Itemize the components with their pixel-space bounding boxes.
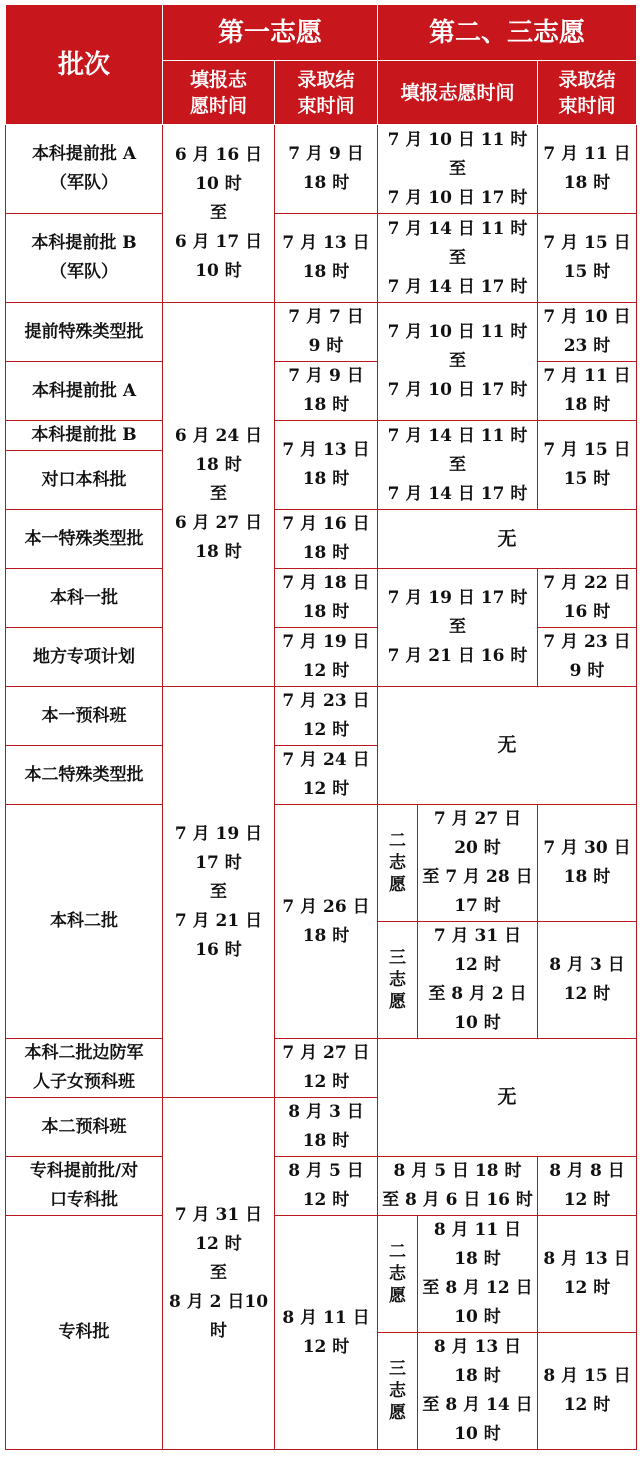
batch-cell: 本科一批 — [6, 569, 163, 628]
end-time-cell: 7 月 7 日 9 时 — [275, 303, 378, 362]
table-row — [6, 1157, 637, 1216]
end-time-cell: 7 月 27 日 12 时 — [275, 1039, 378, 1098]
fill-time-2-cell: 7 月 14 日 11 时 至 7 月 14 日 17 时 — [378, 214, 538, 303]
batch-cell: 本科二批边防军 人子女预科班 — [6, 1039, 163, 1098]
end-time-cell: 7 月 16 日 18 时 — [275, 510, 378, 569]
second-end-time-cell: 7 月 30 日 18 时 — [538, 805, 637, 922]
second-fill-time-cell: 8 月 11 日 18 时 至 8 月 12 日 10 时 — [418, 1216, 538, 1333]
table-row — [6, 805, 637, 922]
third-end-time-cell: 8 月 15 日 12 时 — [538, 1333, 637, 1450]
end-time-cell: 8 月 5 日 12 时 — [275, 1157, 378, 1216]
batch-cell: 专科提前批/对 口专科批 — [6, 1157, 163, 1216]
table-row — [6, 362, 637, 421]
table-row — [6, 1039, 637, 1098]
table-row — [6, 214, 637, 303]
end-time-2-cell: 7 月 11 日 18 时 — [538, 362, 637, 421]
header-fill-time-2: 填报志愿时间 — [378, 61, 538, 125]
end-time-cell: 7 月 18 日 18 时 — [275, 569, 378, 628]
table-row — [6, 569, 637, 628]
end-time-2-cell: 7 月 23 日 9 时 — [538, 628, 637, 687]
second-end-time-cell: 8 月 13 日 12 时 — [538, 1216, 637, 1333]
fill-time-2-cell: 7 月 19 日 17 时 至 7 月 21 日 16 时 — [378, 569, 538, 687]
admission-schedule-table — [5, 4, 637, 1450]
batch-cell: 专科批 — [6, 1216, 163, 1450]
table-row — [6, 687, 637, 746]
table-row — [6, 303, 637, 362]
second-choice-label: 二 志 愿 — [378, 1216, 418, 1333]
batch-cell: 本科提前批 B （军队） — [6, 214, 163, 303]
end-time-2-cell: 7 月 15 日 15 时 — [538, 421, 637, 510]
end-time-cell: 7 月 19 日 12 时 — [275, 628, 378, 687]
end-time-cell: 8 月 11 日 12 时 — [275, 1216, 378, 1450]
batch-cell: 提前特殊类型批 — [6, 303, 163, 362]
end-time-2-cell: 7 月 15 日 15 时 — [538, 214, 637, 303]
end-time-cell: 8 月 3 日 18 时 — [275, 1098, 378, 1157]
none-cell: 无 — [378, 687, 637, 805]
batch-cell: 本一预科班 — [6, 687, 163, 746]
header-batch: 批次 — [6, 5, 163, 125]
fill-time-cell: 6 月 24 日 18 时 至 6 月 27 日 18 时 — [163, 303, 275, 687]
header-end-time-1: 录取结 束时间 — [275, 61, 378, 125]
header-fill-time-1: 填报志 愿时间 — [163, 61, 275, 125]
header-end-time-2: 录取结 束时间 — [538, 61, 637, 125]
table-row — [6, 1216, 637, 1333]
fill-time-cell: 7 月 31 日 12 时 至 8 月 2 日10 时 — [163, 1098, 275, 1450]
second-fill-time-cell: 7 月 27 日 20 时 至 7 月 28 日 17 时 — [418, 805, 538, 922]
header-second-third-choice: 第二、三志愿 — [378, 5, 637, 61]
end-time-2-cell: 7 月 22 日 16 时 — [538, 569, 637, 628]
end-time-cell: 7 月 9 日 18 时 — [275, 362, 378, 421]
batch-cell: 本科提前批 B — [6, 421, 163, 451]
fill-time-2-cell: 7 月 10 日 11 时 至 7 月 10 日 17 时 — [378, 303, 538, 421]
third-choice-label: 三 志 愿 — [378, 922, 418, 1039]
fill-time-2-cell: 7 月 10 日 11 时 至 7 月 10 日 17 时 — [378, 125, 538, 214]
end-time-cell: 7 月 26 日 18 时 — [275, 805, 378, 1039]
fill-time-2-cell: 7 月 14 日 11 时 至 7 月 14 日 17 时 — [378, 421, 538, 510]
batch-cell: 本科提前批 A （军队） — [6, 125, 163, 214]
none-cell: 无 — [378, 510, 637, 569]
header-first-choice: 第一志愿 — [163, 5, 378, 61]
third-choice-label: 三 志 愿 — [378, 1333, 418, 1450]
third-fill-time-cell: 8 月 13 日 18 时 至 8 月 14 日 10 时 — [418, 1333, 538, 1450]
table-row — [6, 421, 637, 451]
batch-cell: 对口本科批 — [6, 451, 163, 510]
table-row — [6, 628, 637, 687]
end-time-cell: 7 月 24 日 12 时 — [275, 746, 378, 805]
batch-cell: 地方专项计划 — [6, 628, 163, 687]
none-cell: 无 — [378, 1039, 637, 1157]
fill-time-cell: 6 月 16 日 10 时 至 6 月 17 日 10 时 — [163, 125, 275, 303]
end-time-cell: 7 月 9 日 18 时 — [275, 125, 378, 214]
batch-cell: 本二预科班 — [6, 1098, 163, 1157]
table-row — [6, 125, 637, 214]
end-time-2-cell: 7 月 10 日 23 时 — [538, 303, 637, 362]
end-time-cell: 7 月 13 日 18 时 — [275, 214, 378, 303]
end-time-cell: 7 月 23 日 12 时 — [275, 687, 378, 746]
fill-time-cell: 7 月 19 日 17 时 至 7 月 21 日 16 时 — [163, 687, 275, 1098]
table-row — [6, 510, 637, 569]
batch-cell: 本一特殊类型批 — [6, 510, 163, 569]
end-time-cell: 7 月 13 日 18 时 — [275, 421, 378, 510]
second-choice-label: 二 志 愿 — [378, 805, 418, 922]
end-time-2-cell: 8 月 8 日 12 时 — [538, 1157, 637, 1216]
fill-time-2-cell: 8 月 5 日 18 时 至 8 月 6 日 16 时 — [378, 1157, 538, 1216]
end-time-2-cell: 7 月 11 日 18 时 — [538, 125, 637, 214]
third-end-time-cell: 8 月 3 日 12 时 — [538, 922, 637, 1039]
third-fill-time-cell: 7 月 31 日 12 时 至 8 月 2 日 10 时 — [418, 922, 538, 1039]
batch-cell: 本二特殊类型批 — [6, 746, 163, 805]
batch-cell: 本科二批 — [6, 805, 163, 1039]
batch-cell: 本科提前批 A — [6, 362, 163, 421]
